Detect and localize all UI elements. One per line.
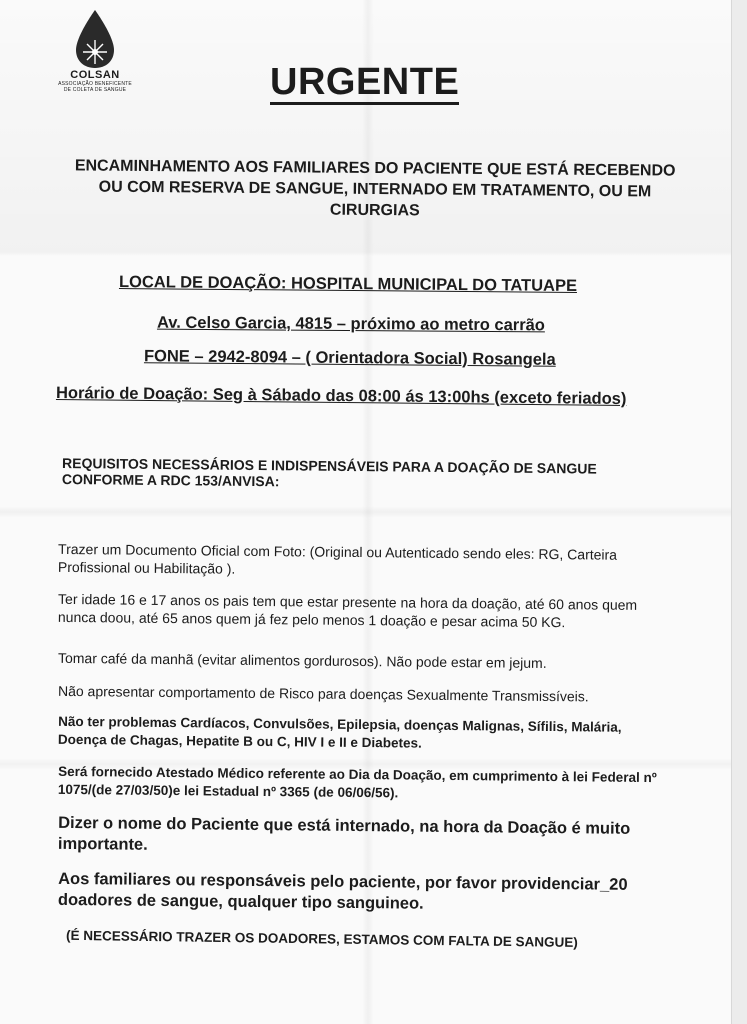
requirement-item: Aos familiares ou responsáveis pelo paciente, por favor providenciar_20 doadores de sangue, qualquer tipo sanguineo.: [57, 869, 628, 913]
requirement-item: Ter idade 16 e 17 anos os pais tem que estar presente na hora da doação, até 60 anos quem nunca doou, até 65 anos quem já fez pelo menos 1 doação e pesar acima 50 KG.: [57, 590, 638, 631]
logo-name: COLSAN: [70, 69, 120, 81]
requirement-item: Será fornecido Atestado Médico referente ao Dia da Doação, em cumprimento à lei Federal nº 1075/(de 27/03/50)e lei Estadual nº 3365 (de 06/06/56).: [57, 763, 657, 801]
requirement-item: Não apresentar comportamento de Risco para doenças Sexualmente Transmissíveis.: [57, 682, 589, 705]
footer-note: (É NECESSÁRIO TRAZER OS DOADORES, ESTAMOS COM FALTA DE SANGUE): [65, 927, 578, 950]
logo-subtitle-line1: ASSOCIAÇÃO BENEFICENTE: [58, 81, 132, 87]
paper-edge: [731, 0, 747, 1024]
notice-heading: ENCAMINHAMENTO AOS FAMILIARES DO PACIENTE QUE ESTÁ RECEBENDO OU COM RESERVA DE SANGUE, INTERNADO EM TRATAMENTO, OU EM CIRURGIAS: [74, 157, 676, 220]
requirement-item: Não ter problemas Cardíacos, Convulsões, Epilepsia, doenças Malignas, Sífilis, Malária, Doença de Chagas, Hepatite B ou C, HIV I e II e Diabetes.: [57, 713, 622, 751]
requirements-title: REQUISITOS NECESSÁRIOS E INDISPENSÁVEIS PARA A DOAÇÃO DE SANGUE CONFORME A RDC 153/ANVISA:: [61, 454, 597, 490]
donation-location: LOCAL DE DOAÇÃO: HOSPITAL MUNICIPAL DO TATUAPE: [118, 273, 578, 295]
requirement-item: Dizer o nome do Paciente que está internado, na hora da Doação é muito importante.: [57, 813, 631, 854]
donation-hours: Horário de Doação: Seg à Sábado das 08:00 ás 13:00hs (exceto feriados): [55, 384, 627, 408]
donation-address: Av. Celso Garcia, 4815 – próximo ao metro carrão: [156, 313, 545, 335]
page-title: URGENTE: [270, 61, 460, 103]
logo-subtitle-line2: DE COLETA DE SANGUE: [63, 87, 127, 93]
requirement-item: Trazer um Documento Oficial com Foto: (Original ou Autenticado sendo eles: RG, Carteira Profissional ou Habilitação ).: [57, 540, 618, 577]
donation-phone: FONE – 2942-8094 – ( Orientadora Social) Rosangela: [143, 347, 556, 369]
requirement-item: Tomar café da manhã (evitar alimentos gordurosos). Não pode estar em jejum.: [57, 649, 547, 671]
blood-drop-icon: [72, 8, 118, 70]
colsan-logo: [50, 8, 140, 93]
